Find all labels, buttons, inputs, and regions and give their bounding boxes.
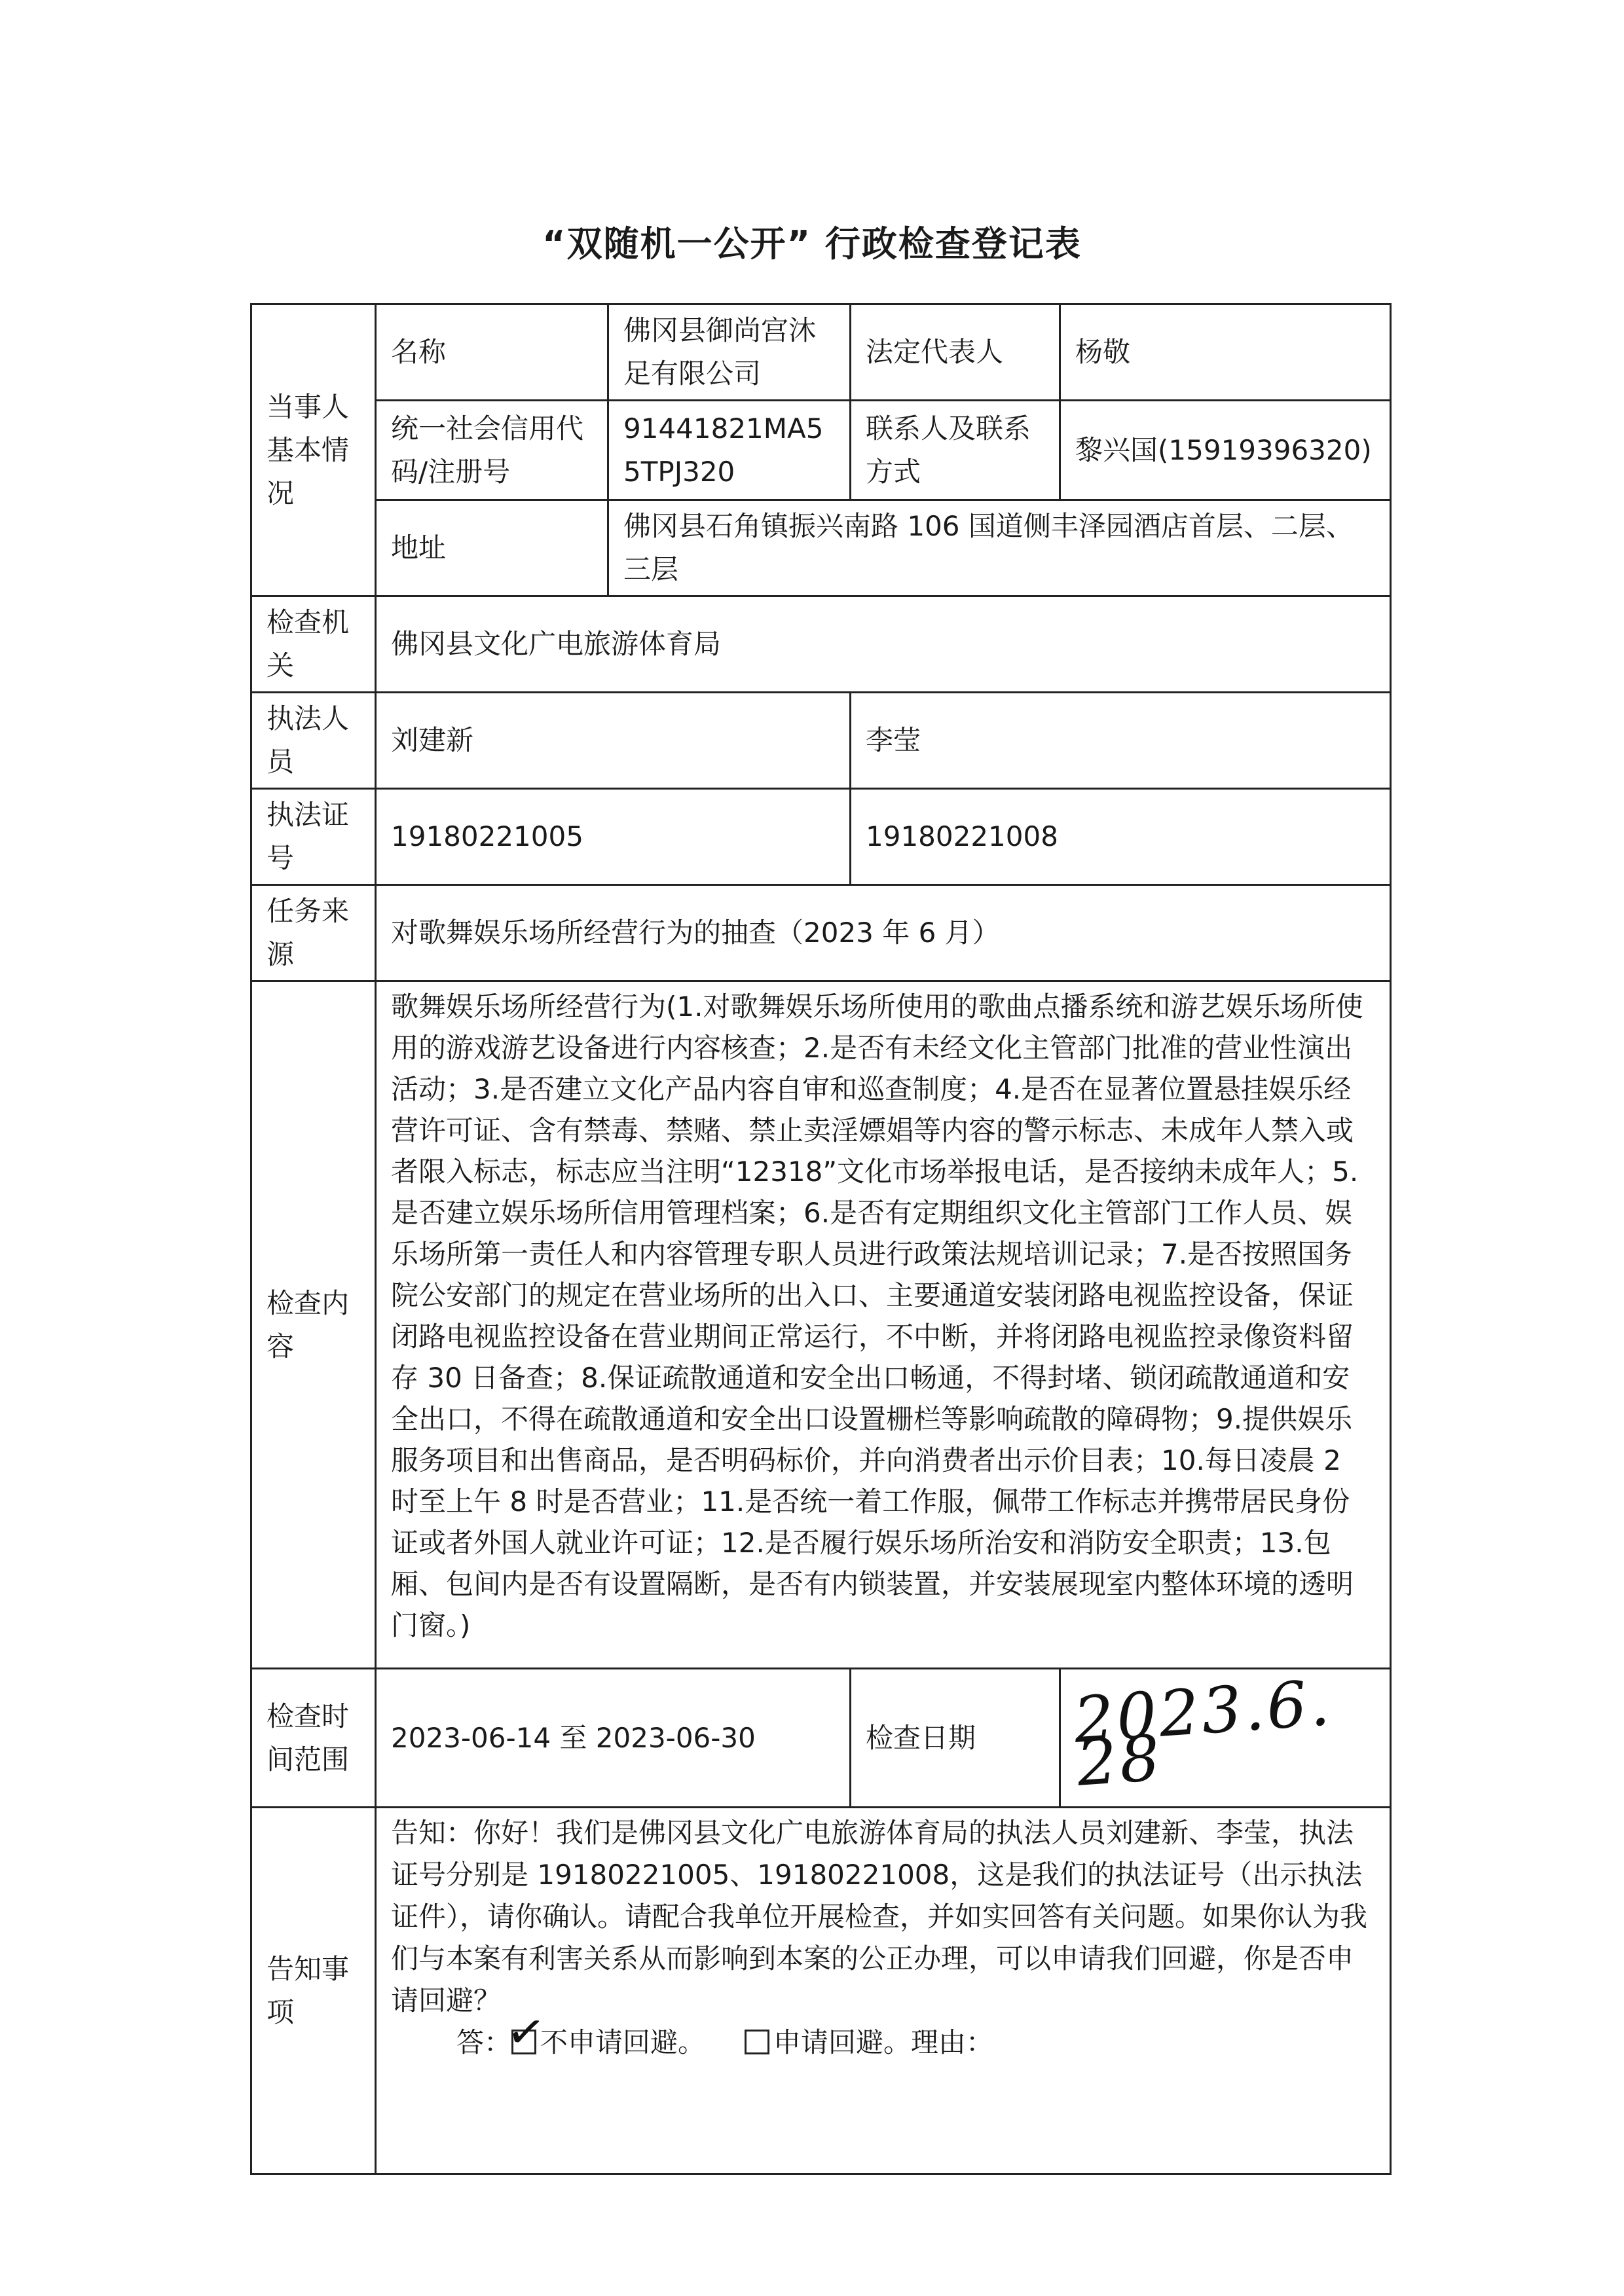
certificate-2: 19180221008 xyxy=(851,789,1391,885)
row-task-source xyxy=(251,885,1391,981)
inspection-content-label: 检查内容 xyxy=(251,981,376,1669)
row-certificates xyxy=(251,789,1391,885)
officer-1: 刘建新 xyxy=(376,693,851,789)
task-source-value: 对歌舞娱乐场所经营行为的抽查（2023 年 6 月） xyxy=(376,885,1391,981)
row-name xyxy=(251,304,1391,401)
recusal-checkbox[interactable] xyxy=(745,2030,769,2054)
inspection-content-value: 歌舞娱乐场所经营行为(1.对歌舞娱乐场所使用的歌曲点播系统和游艺娱乐场所使用的游戏游艺设备进行内容核查；2.是否有未经文化主管部门批准的营业性演出活动；3.是否建立文化产品内容自审和巡查制度；4.是否在显著位置悬挂娱乐经营许可证、含有禁毒、禁赌、禁止卖淫嫖娼等内容的警示标志、未成年人禁入或者限入标志，标志应当注明“12318”文化市场举报电话，是否接纳未成年人；5.是否建立娱乐场所信用管理档案；6.是否有定期组织文化主管部门工作人员、娱乐场所第一责任人和内容管理专职人员进行政策法规培训记录；7.是否按照国务院公安部门的规定在营业场所的出入口、主要通道安装闭路电视监控设备，保证闭路电视监控设备在营业期间正常运行，不中断，并将闭路电视监控录像资料留存 30 日备查；8.保证疏散通道和安全出口畅通，不得封堵、锁闭疏散通道和安全出口，不得在疏散通道和安全出口设置栅栏等影响疏散的障碍物；9.提供娱乐服务项目和出售商品，是否明码标价，并向消费者出示价目表；10.每日凌晨 2 时至上午 8 时是否营业；11.是否统一着工作服，佩带工作标志并携带居民身份证或者外国人就业许可证；12.是否履行娱乐场所治安和消防安全职责；13.包厢、包间内是否有设置隔断，是否有内锁装置，并安装展现室内整体环境的透明门窗。) xyxy=(376,981,1391,1669)
no-recusal-checkbox[interactable] xyxy=(503,2003,549,2062)
officer-2: 李莹 xyxy=(851,693,1391,789)
certificate-1: 19180221005 xyxy=(376,789,851,885)
legal-rep-value: 杨敬 xyxy=(1060,304,1391,401)
credit-code-label: 统一社会信用代码/注册号 xyxy=(376,401,608,500)
notice-answer xyxy=(391,2003,1375,2064)
row-officers xyxy=(251,693,1391,789)
contact-label: 联系人及联系方式 xyxy=(851,401,1060,500)
inspection-date-value xyxy=(1060,1666,1391,1808)
inspection-date-label: 检查日期 xyxy=(851,1669,1060,1808)
address-label: 地址 xyxy=(376,500,608,596)
officers-label: 执法人员 xyxy=(251,693,376,789)
credit-code-value: 91441821MA55TPJ320 xyxy=(608,401,851,500)
time-range-value: 2023-06-14 至 2023-06-30 xyxy=(376,1669,851,1808)
authority-label: 检查机关 xyxy=(251,596,376,693)
certificates-label: 执法证号 xyxy=(251,789,376,885)
form-title: “双随机一公开” 行政检查登记表 xyxy=(542,223,1082,264)
notice-text: 告知：你好！我们是佛冈县文化广电旅游体育局的执法人员刘建新、李莹，执法证号分别是 19180221005、19180221008，这是我们的执法证号（出示执法证件），请你确认。请配合我单位开展检查，并如实回答有关问题。如果你认为我们与本案有利害关系从而影响到本案的公正办理，可以申请我们回避，你是否申请回避？ xyxy=(391,1817,1368,2016)
notice-label: 告知事项 xyxy=(251,1808,376,2174)
legal-rep-label: 法定代表人 xyxy=(851,304,1060,401)
address-value: 佛冈县石角镇振兴南路 106 国道侧丰泽园酒店首层、二层、三层 xyxy=(608,500,1391,596)
row-inspection-content xyxy=(251,981,1391,1669)
check-mark-icon: ✓ xyxy=(503,2003,549,2062)
row-credit-code xyxy=(251,401,1391,500)
row-notice xyxy=(251,1808,1391,2174)
inspection-form-table xyxy=(250,303,1392,2175)
party-section-label: 当事人基本情况 xyxy=(251,304,376,596)
contact-value: 黎兴国(15919396320) xyxy=(1060,401,1391,500)
recusal-label: 申请回避。理由： xyxy=(773,2026,994,2058)
time-range-label: 检查时间范围 xyxy=(251,1669,376,1808)
row-address xyxy=(251,500,1391,596)
handwritten-date: 2023.6.28 xyxy=(1071,1666,1335,1800)
name-value: 佛冈县御尚宫沐足有限公司 xyxy=(608,304,851,401)
task-source-label: 任务来源 xyxy=(251,885,376,981)
authority-value: 佛冈县文化广电旅游体育局 xyxy=(376,596,1391,693)
row-authority xyxy=(251,596,1391,693)
row-time-range xyxy=(251,1669,1391,1808)
notice-cell xyxy=(376,1808,1391,2174)
answer-prefix: 答： xyxy=(456,2026,512,2058)
name-label: 名称 xyxy=(376,304,608,401)
no-recusal-label: 不申请回避。 xyxy=(540,2026,706,2058)
